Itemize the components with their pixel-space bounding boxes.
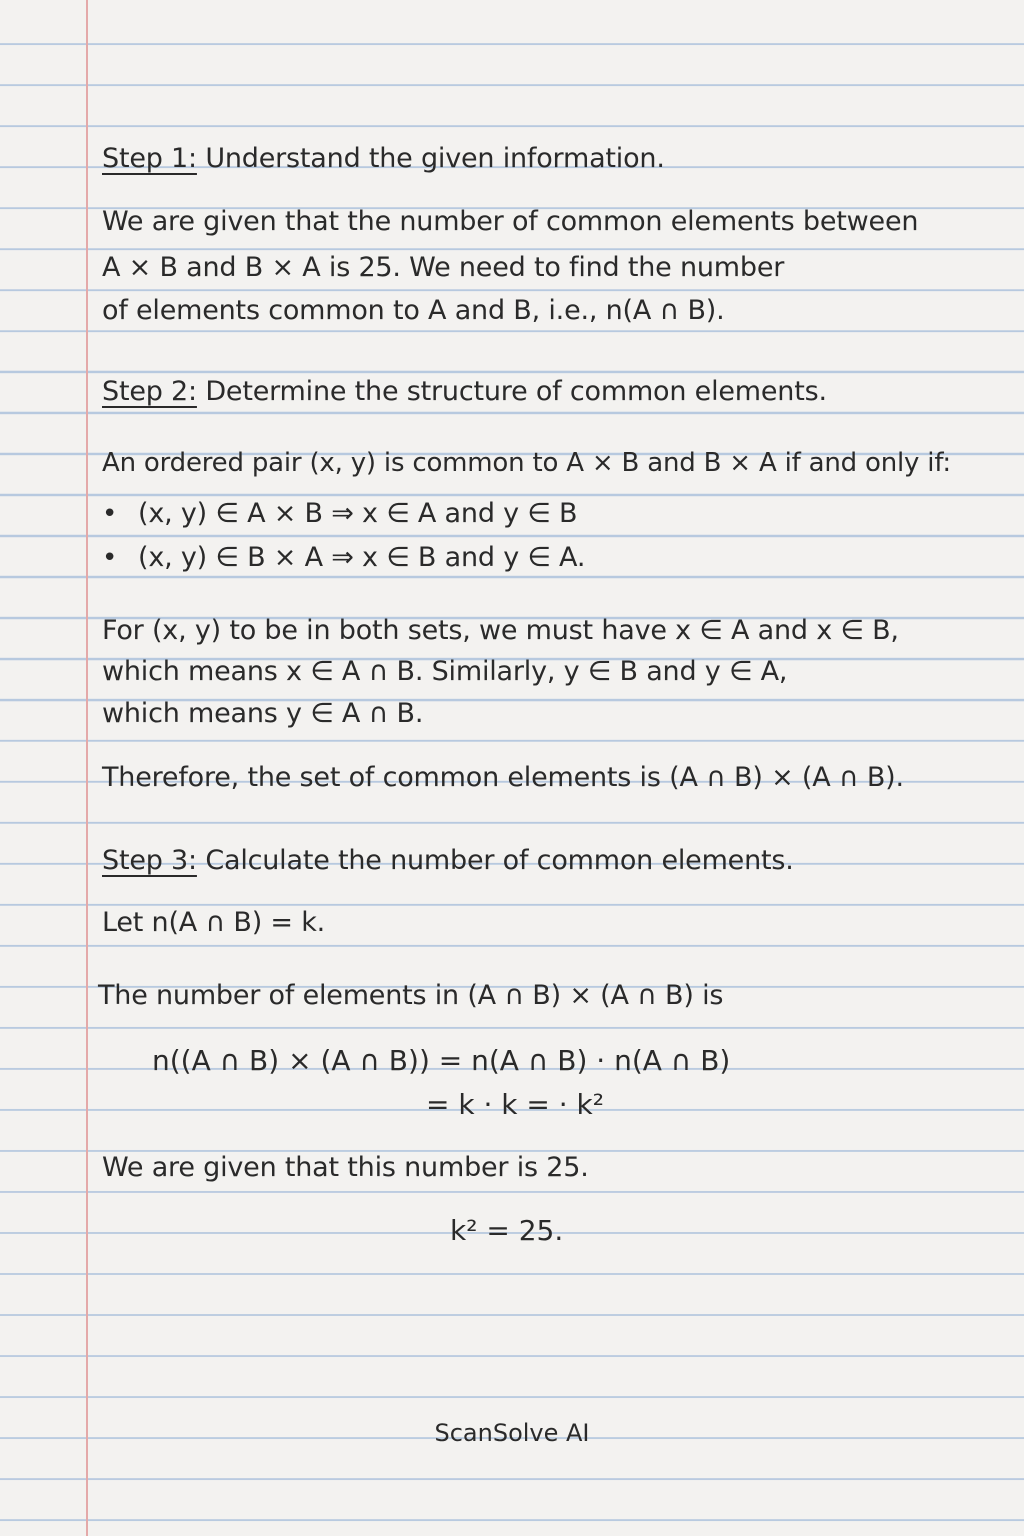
step-2-title: Determine the structure of common elements. <box>205 376 827 407</box>
step-2-label: Step 2: <box>102 376 197 407</box>
step-1-line-1: We are given that the number of common elements between <box>102 206 919 237</box>
step-1-label: Step 1: <box>102 143 197 174</box>
step-3-title: Calculate the number of common elements. <box>205 845 794 876</box>
step-3-label: Step 3: <box>102 845 197 876</box>
footer-brand: ScanSolve AI <box>434 1419 590 1447</box>
step-1-line-3: of elements common to A and B, i.e., n(A ∩ B). <box>102 295 725 326</box>
step-2-conclusion: Therefore, the set of common elements is (A ∩ B) × (A ∩ B). <box>102 762 904 793</box>
bullet-dot: • <box>102 543 118 573</box>
step-1-line-2: A × B and B × A is 25. We need to find the number <box>102 252 785 283</box>
step-2-para-line-1: For (x, y) to be in both sets, we must have x ∈ A and x ∈ B, <box>102 615 899 646</box>
step-3-count-line: The number of elements in (A ∩ B) × (A ∩ B) is <box>98 980 724 1011</box>
bullet-text: (x, y) ∈ A × B ⇒ x ∈ A and y ∈ B <box>138 498 578 529</box>
step-3-let: Let n(A ∩ B) = k. <box>102 907 326 938</box>
step-2-bullet-2 <box>102 542 585 574</box>
equation-1: n((A ∩ B) × (A ∩ B)) = n(A ∩ B) · n(A ∩ B) <box>152 1044 731 1077</box>
step-1-title: Understand the given information. <box>205 143 665 174</box>
margin-line <box>86 0 88 1536</box>
step-3-heading <box>102 845 794 877</box>
step-1-heading <box>102 143 665 175</box>
equation-3: k² = 25. <box>450 1214 564 1247</box>
step-2-intro: An ordered pair (x, y) is common to A × B and B × A if and only if: <box>102 448 951 478</box>
step-3-given: We are given that this number is 25. <box>102 1152 589 1183</box>
bullet-dot: • <box>102 499 118 529</box>
step-2-para-line-3: which means y ∈ A ∩ B. <box>102 698 424 729</box>
step-2-heading <box>102 376 827 408</box>
equation-2: = k · k = · k² <box>426 1088 604 1121</box>
bullet-text: (x, y) ∈ B × A ⇒ x ∈ B and y ∈ A. <box>138 542 586 573</box>
step-2-para-line-2: which means x ∈ A ∩ B. Similarly, y ∈ B and y ∈ A, <box>102 656 788 687</box>
step-2-bullet-1 <box>102 498 577 530</box>
